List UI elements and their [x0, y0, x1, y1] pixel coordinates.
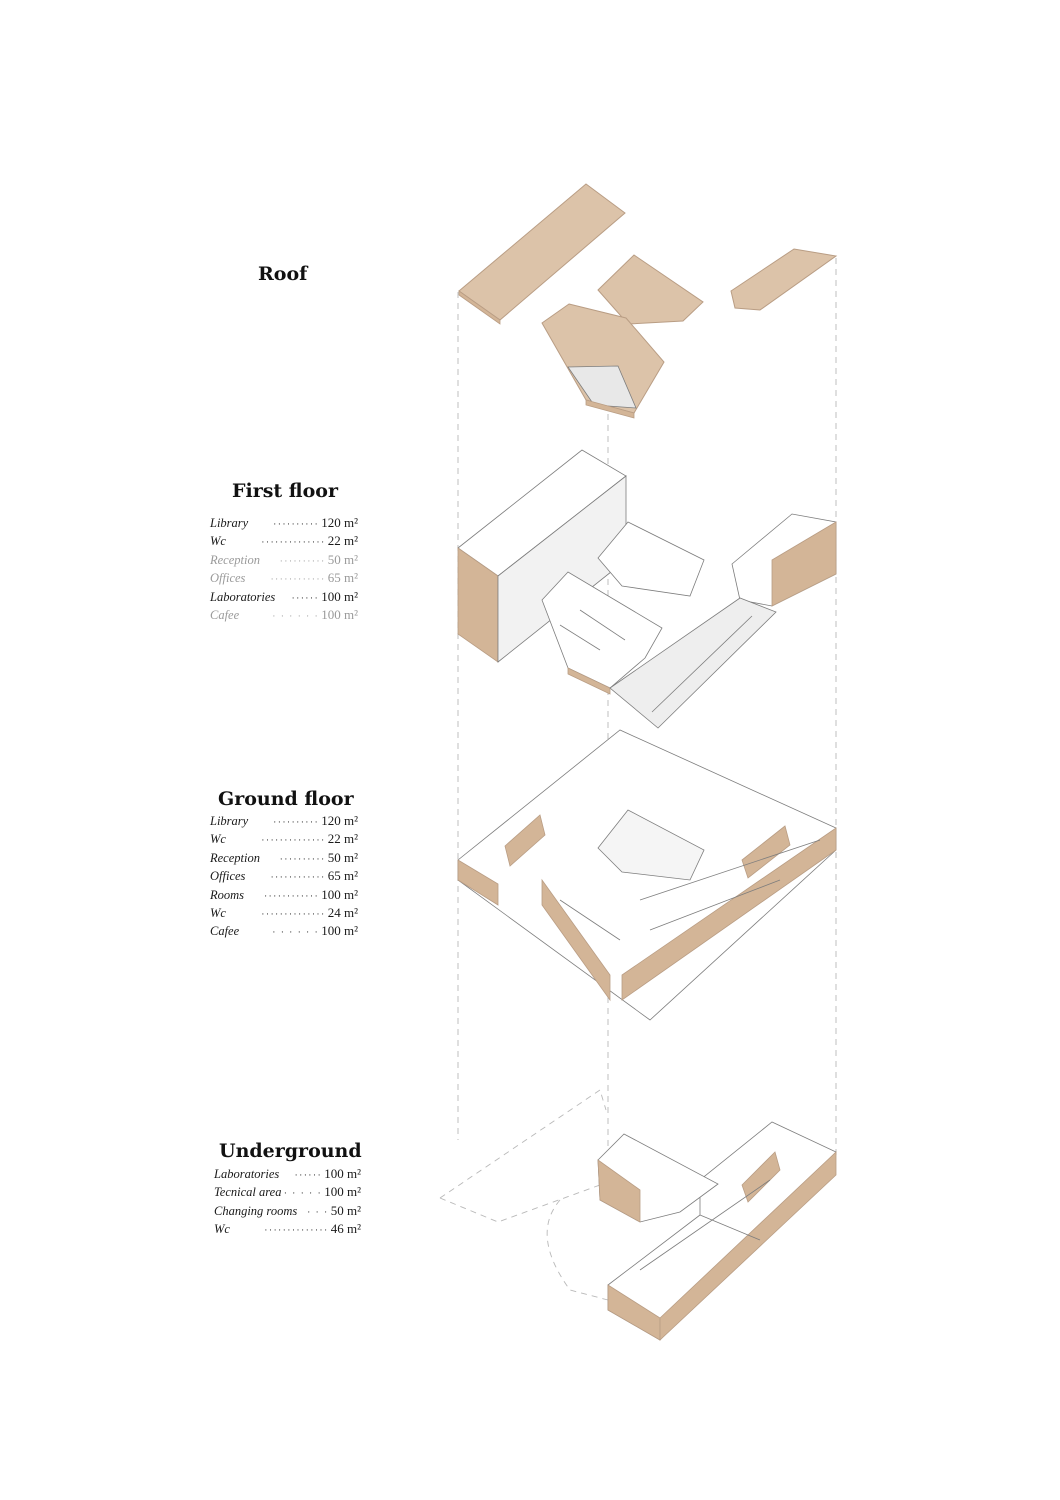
- roof-slab-right: [731, 249, 836, 310]
- leader-dots: ··············: [264, 1225, 329, 1236]
- room-row: [214, 1165, 361, 1183]
- room-name: Offices: [210, 869, 246, 884]
- underground-level: [598, 1122, 836, 1340]
- room-name: Cafee: [210, 607, 240, 622]
- underground-heading: Underground: [219, 1140, 362, 1162]
- leader-dots: ··········: [273, 817, 320, 827]
- leader-dots: ··········: [279, 555, 326, 566]
- room-area: 50 m²: [330, 1202, 361, 1218]
- leader-dots: ··············: [261, 835, 326, 846]
- leader-dots: ············: [270, 872, 326, 883]
- room-row: [210, 569, 358, 587]
- room-name: Wc: [214, 1222, 230, 1237]
- roof-level: [459, 184, 836, 418]
- room-name: Wc: [210, 905, 226, 920]
- room-area: 120 m²: [321, 813, 358, 828]
- leader-dots: ··············: [261, 537, 326, 548]
- leader-dots: · · · · ·: [283, 1188, 323, 1199]
- room-area: 24 m²: [327, 904, 358, 920]
- room-row: [214, 1220, 361, 1238]
- roof-slab-left: [459, 184, 625, 320]
- leader-dots: ············: [270, 574, 326, 585]
- leader-dots: ······: [294, 1170, 323, 1180]
- leader-dots: ··········: [273, 519, 320, 529]
- room-name: Changing rooms: [214, 1203, 298, 1218]
- room-name: Library: [210, 516, 249, 530]
- first-floor-level: [458, 450, 836, 728]
- room-row: [210, 812, 358, 830]
- room-area: 22 m²: [327, 831, 358, 847]
- room-row: [210, 514, 358, 532]
- room-name: Laboratories: [214, 1167, 280, 1181]
- first-floor-heading: First floor: [232, 480, 338, 502]
- room-area: 65 m²: [327, 570, 358, 586]
- room-area: 100 m²: [324, 1184, 361, 1200]
- room-name: Reception: [210, 850, 260, 865]
- room-name: Laboratories: [210, 589, 276, 604]
- leader-dots: ············: [264, 890, 320, 901]
- leader-dots: · · ·: [307, 1206, 329, 1217]
- room-area: 50 m²: [327, 849, 358, 865]
- room-area: 50 m²: [327, 551, 358, 567]
- room-area: 46 m²: [330, 1221, 361, 1237]
- leader-dots: · · · · · ·: [272, 927, 320, 938]
- leader-dots: ··········: [279, 853, 326, 864]
- room-area: 65 m²: [327, 868, 358, 884]
- room-area: 100 m²: [321, 923, 358, 939]
- room-name: Cafee: [210, 924, 240, 939]
- ground-floor-room-list: [210, 812, 358, 941]
- leader-dots: · · · · · ·: [272, 610, 320, 621]
- room-row: [210, 588, 358, 606]
- room-area: 120 m²: [321, 515, 358, 530]
- room-row: [210, 922, 358, 940]
- room-row: [214, 1202, 361, 1220]
- room-name: Reception: [210, 552, 260, 567]
- room-area: 100 m²: [324, 1166, 361, 1181]
- first-floor-room-list: [210, 514, 358, 624]
- room-name: Wc: [210, 534, 226, 549]
- room-row: [214, 1183, 361, 1201]
- room-name: Wc: [210, 832, 226, 847]
- room-name: Rooms: [210, 887, 245, 902]
- ground-floor-level: [458, 730, 836, 1020]
- roof-slab-centre: [598, 255, 703, 324]
- underground-room-list: [214, 1165, 361, 1239]
- room-row: [210, 532, 358, 550]
- leader-dots: ··············: [261, 908, 326, 919]
- ground-floor-heading: Ground floor: [218, 788, 354, 810]
- room-row: [210, 904, 358, 922]
- room-row: [210, 830, 358, 848]
- room-area: 100 m²: [321, 606, 358, 622]
- room-row: [210, 867, 358, 885]
- room-row: [210, 606, 358, 624]
- roof-heading: Roof: [258, 263, 308, 285]
- room-row: [210, 886, 358, 904]
- room-area: 100 m²: [321, 588, 358, 604]
- room-name: Library: [210, 814, 249, 828]
- room-row: [210, 849, 358, 867]
- room-area: 22 m²: [327, 533, 358, 549]
- room-name: Tecnical area: [214, 1185, 282, 1200]
- room-area: 100 m²: [321, 886, 358, 902]
- room-name: Offices: [210, 571, 246, 586]
- room-row: [210, 551, 358, 569]
- leader-dots: ······: [291, 592, 320, 603]
